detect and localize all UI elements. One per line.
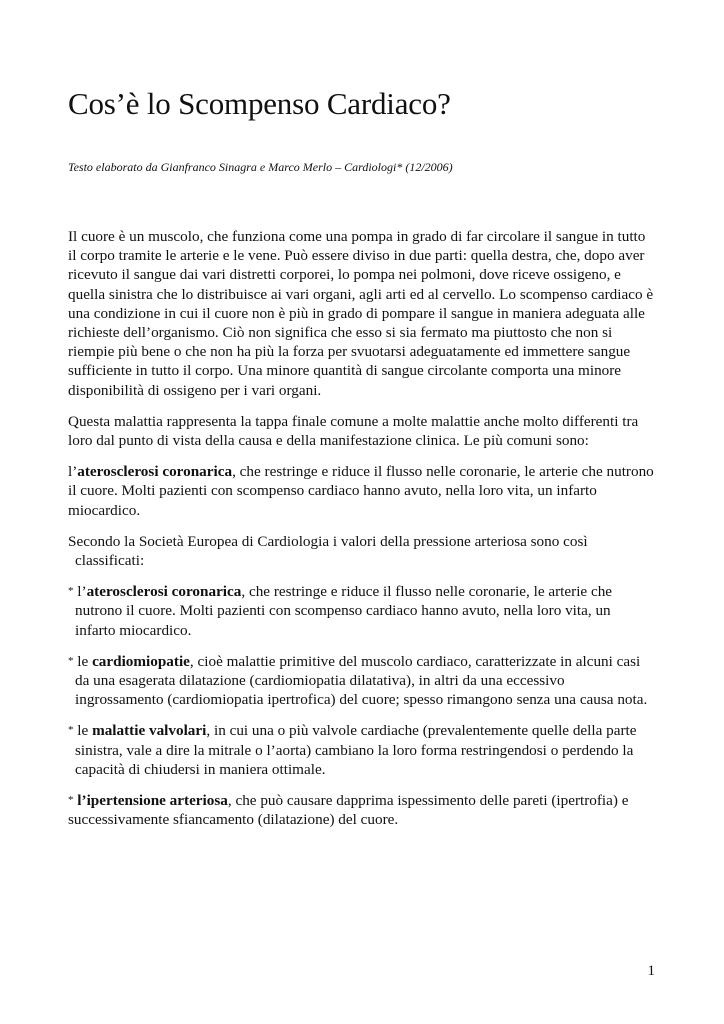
paragraph-intro: Il cuore è un muscolo, che funziona come una pompa in grado di far circolare il sangue in tutto il corpo tramite le arterie e le vene. Può essere diviso in due parti: quella destra, che, dopo aver ricevuto il sangue dai vari distretti corporei, lo pompa nei polmoni, dove riceve ossigeno, e quella sinistra che lo distribuisce ai vari organi, agli arti ed al cervello. Lo scompenso cardiaco è una condizione in cui il cuore non è più in grado di pompare il sangue in maniera adeguata alle richieste dell’organismo. Ciò non significa che esso si sia fermato ma piuttosto che non si riempie più bene o che non ha più la forza per svuotarsi adeguatamente ed immettere sangue sufficiente in tutto il corpo. Una minore quantità di sangue circolante comporta una minore disponibilità di ossigeno per i vari organi. <box>68 228 654 399</box>
list-item-prefix: l’ <box>73 583 87 601</box>
list-item-term: malattie valvolari <box>92 722 207 740</box>
page-number: 1 <box>647 963 655 979</box>
bullet-asterisk-icon: * <box>68 724 74 737</box>
bullet-asterisk-icon: * <box>68 585 74 598</box>
bullet-asterisk-icon: * <box>68 794 74 807</box>
page-title: Cos’è lo Scompenso Cardiaco? <box>68 86 451 121</box>
list-item-valve-diseases <box>68 721 654 779</box>
list-item-text: , che restringe e riduce il flusso nelle coronarie, le arterie che nutrono il cuore. Molti pazienti con scompenso cardiaco hanno avuto, nella loro vita, un infarto miocardico. <box>75 583 613 639</box>
list-item-term: cardiomiopatie <box>92 652 190 670</box>
list-item-term: l’ipertensione arteriosa <box>77 792 228 810</box>
document-subtitle: Testo elaborato da Gianfranco Sinagra e Marco Merlo – Cardiologi* (12/2006) <box>68 160 453 174</box>
paragraph-atherosclerosis <box>68 462 654 520</box>
athero-term: aterosclerosi coronarica <box>77 463 233 481</box>
bullet-asterisk-icon: * <box>68 654 74 667</box>
paragraph-esc-classification: Secondo la Società Europea di Cardiologia i valori della pressione arteriosa sono così classificati: <box>68 532 588 570</box>
list-item-text: , cioè malattie primitive del muscolo cardiaco, caratterizzate in alcuni casi da una esagerata dilatazione (cardiomiopatia dilatativa), in altri da una eccessivo ingrossamento (cardiomiopatia ipertrofica) del cuore; spesso rimangono senza una causa nota. <box>75 652 648 709</box>
athero-prefix: l’ <box>68 463 78 481</box>
list-item-cardiomyopathies <box>68 652 654 710</box>
list-item-prefix: le <box>73 652 93 670</box>
list-item-text: , in cui una o più valvole cardiache (prevalentemente quelle della parte sinistra, vale a dire la mitrale o l’aorta) cambiano la loro forma restringendosi o perdendo la capacità di chiudersi in maniera ottimale. <box>75 722 637 778</box>
document-page <box>68 84 654 829</box>
list-item-atherosclerosis <box>68 582 654 640</box>
list-item-prefix: le <box>73 722 93 740</box>
list-item-text: , che può causare dapprima ispessimento delle pareti (ipertrofia) e successivamente sfiancamento (dilatazione) del cuore. <box>68 792 629 829</box>
athero-text: , che restringe e riduce il flusso nelle coronarie, le arterie che nutrono il cuore. Molti pazienti con scompenso cardiaco hanno avuto, nella loro vita, un infarto miocardico. <box>68 463 654 519</box>
list-item-hypertension <box>68 791 654 829</box>
list-item-term: aterosclerosi coronarica <box>86 583 242 601</box>
paragraph-causes-intro: Questa malattia rappresenta la tappa finale comune a molte malattie anche molto differenti tra loro dal punto di vista della causa e della manifestazione clinica. Le più comuni sono: <box>68 412 639 450</box>
